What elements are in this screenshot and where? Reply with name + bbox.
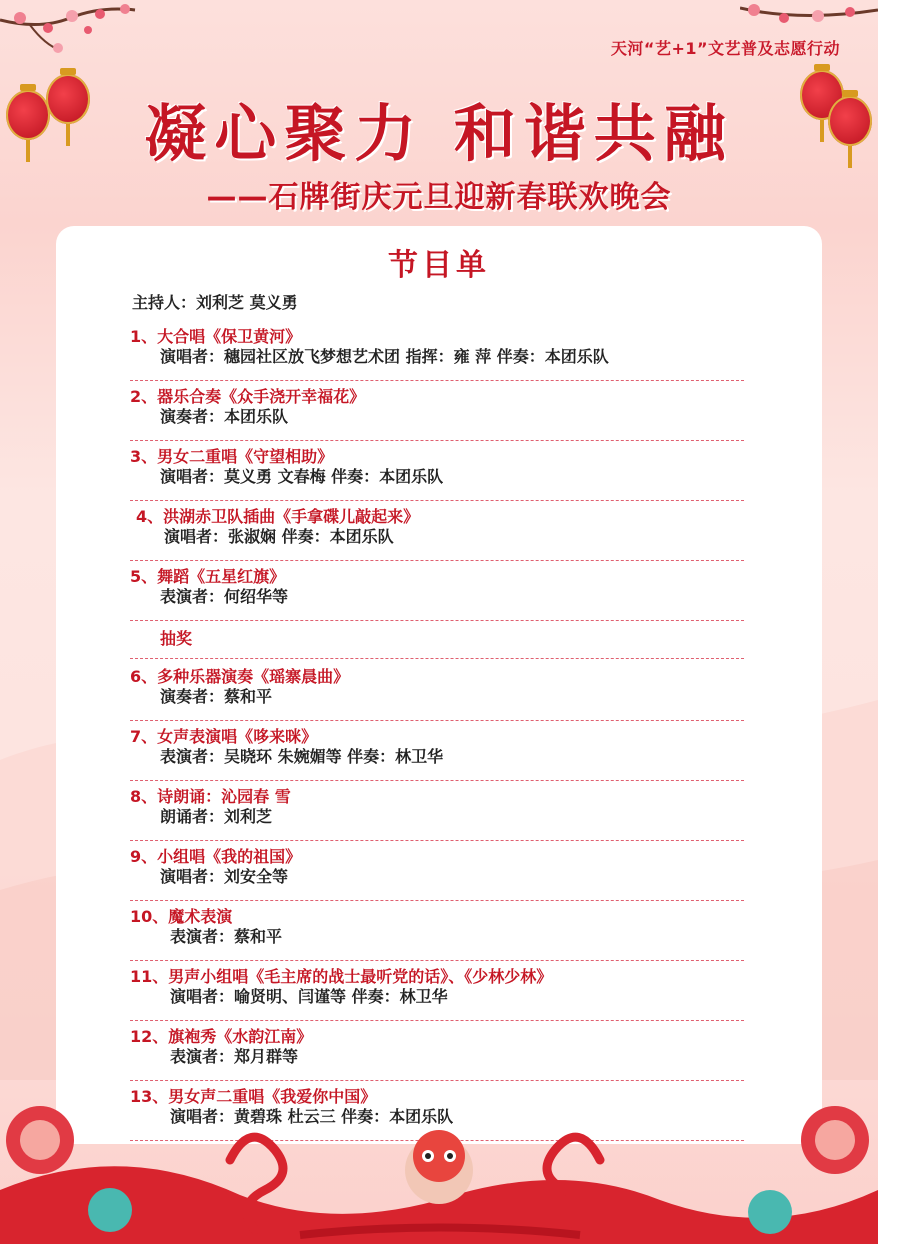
program-item-title: 3、男女二重唱《守望相助》 [130, 447, 334, 466]
subtitle: ——石牌街庆元旦迎新春联欢晚会 [206, 180, 672, 215]
program-heading: 节目单 [388, 248, 490, 283]
program-item-title: 4、洪湖赤卫队插曲《手拿碟儿敲起来》 [136, 507, 420, 526]
program-item-title: 11、男声小组唱《毛主席的战士最听党的话》、《少林少林》 [130, 967, 553, 986]
program-item [130, 500, 744, 561]
program-item-detail: 演唱者：喻贤明、闫谨等 伴奏：林卫华 [170, 987, 448, 1006]
program-item-detail: 演唱者：刘安全等 [160, 867, 289, 886]
program-item [130, 960, 744, 1021]
program-item [130, 1020, 744, 1081]
program-item-title: 2、器乐合奏《众手浇开幸福花》 [130, 387, 366, 406]
program-item [130, 900, 744, 961]
program-item [130, 720, 744, 781]
program-item [130, 320, 744, 381]
program-item [130, 780, 744, 841]
program-item-detail: 表演者：蔡和平 [170, 927, 283, 946]
program-item-detail: 表演者：何绍华等 [160, 587, 289, 606]
program-item-title: 12、旗袍秀《水韵江南》 [130, 1027, 313, 1046]
program-item-title: 6、多种乐器演奏《瑶寨晨曲》 [130, 667, 350, 686]
program-item-title: 13、男女声二重唱《我爱你中国》 [130, 1087, 377, 1106]
program-item-detail: 演唱者：张淑娴 伴奏：本团乐队 [164, 527, 394, 546]
program-item-title: 5、舞蹈《五星红旗》 [130, 567, 286, 586]
program-item [130, 380, 744, 441]
program-item [130, 660, 744, 721]
program-item-detail: 演唱者：黄碧珠 杜云三 伴奏：本团乐队 [170, 1107, 454, 1126]
program-item [130, 560, 744, 621]
program-item [130, 840, 744, 901]
program-item-detail: 演唱者：莫义勇 文春梅 伴奏：本团乐队 [160, 467, 444, 486]
program-item-title: 9、小组唱《我的祖国》 [130, 847, 302, 866]
program-item-title: 8、诗朗诵：沁园春 雪 [130, 787, 291, 806]
program-item-detail: 表演者：吴晓环 朱婉媚等 伴奏：林卫华 [160, 747, 444, 766]
main-title: 凝心聚力 和谐共融 [144, 97, 734, 170]
program-item-title: 7、女声表演唱《哆来咪》 [130, 727, 318, 746]
plum-blossom-branch-right [740, 0, 878, 40]
program-item-title: 1、大合唱《保卫黄河》 [130, 327, 302, 346]
hosts-line: 主持人：刘利芝 莫义勇 [132, 293, 298, 312]
program-item-title: 10、魔术表演 [130, 907, 233, 926]
festive-bottom-decoration [0, 1100, 878, 1244]
program-item-detail: 演唱者：穗园社区放飞梦想艺术团 指挥：雍 萍 伴奏：本团乐队 [160, 347, 609, 366]
program-item-lottery [130, 620, 744, 659]
program-item-detail: 演奏者：本团乐队 [160, 407, 289, 426]
program-item-detail: 表演者：郑月群等 [170, 1047, 299, 1066]
program-card [56, 226, 822, 1144]
organization-label: 天河“艺+1”文艺普及志愿行动 [610, 39, 840, 58]
program-item-detail: 演奏者：蔡和平 [160, 687, 273, 706]
program-item [130, 440, 744, 501]
program-item-title: 抽奖 [160, 629, 193, 648]
program-item-detail: 朗诵者：刘利芝 [160, 807, 273, 826]
